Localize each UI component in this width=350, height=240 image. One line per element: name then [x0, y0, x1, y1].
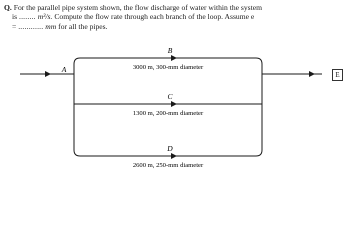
problem-text-3a: = — [12, 21, 17, 31]
question-label: Q. — [4, 3, 12, 12]
problem-text-3b: for all the pipes. — [58, 21, 108, 31]
problem-text-2a: is — [12, 12, 18, 22]
branch-c-label: 1300 m, 200-mm diameter — [132, 110, 204, 117]
problem-text-1: For the parallel pipe system shown, the flow discharge of water within the system — [13, 3, 263, 12]
node-e-label: E — [332, 69, 343, 81]
problem-text-2b: Compute the flow rate through each branch of the loop. Assume e — [54, 12, 255, 22]
discharge-unit: m³/s. — [37, 12, 53, 22]
node-c-label: C — [167, 92, 173, 101]
discharge-blank: ........ — [18, 12, 36, 22]
roughness-unit: mm — [45, 21, 57, 31]
node-b-label: B — [167, 46, 173, 55]
branch-d-label: 2600 m, 250-mm diameter — [132, 162, 204, 169]
roughness-blank: ............ — [18, 21, 44, 31]
node-a-label: A — [61, 65, 67, 74]
branch-b-label: 3000 m, 300-mm diameter — [132, 64, 204, 71]
node-d-label: D — [167, 144, 173, 153]
